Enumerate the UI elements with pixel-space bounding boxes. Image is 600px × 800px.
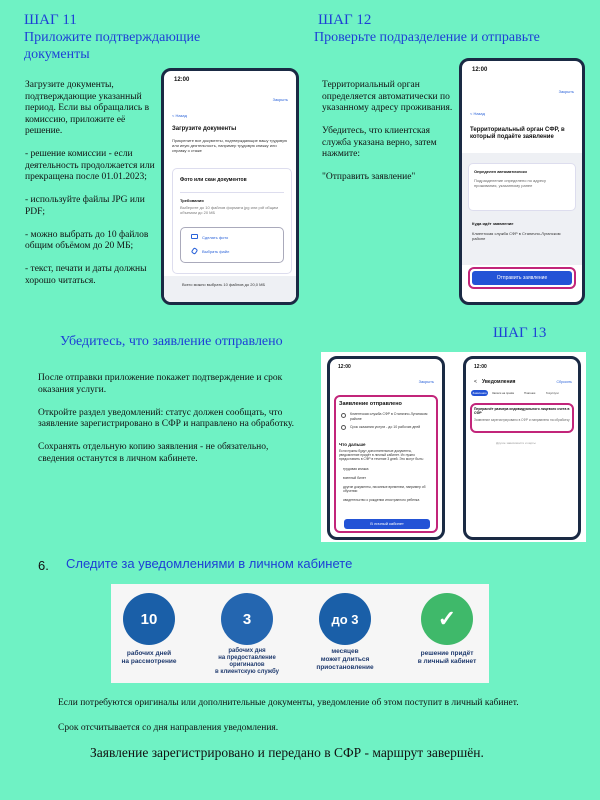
take-photo-button[interactable]: Сделать фото <box>202 235 229 240</box>
tab-applications[interactable]: Заявления <box>472 391 487 395</box>
office-text: Клиентская служба СФР в Станично-Луганском районе <box>350 412 428 421</box>
cabinet-button[interactable]: В личный кабинет <box>344 519 430 529</box>
notifications-phone <box>463 356 581 540</box>
list-item: трудовая книжка <box>343 467 369 471</box>
status-time: 12:00 <box>338 364 351 370</box>
step11-phone <box>161 68 299 305</box>
list-item: другие документы, писанные временем, например об обучении <box>343 485 426 494</box>
step11-subtitle: Приложите подтверждающие документы <box>24 30 201 62</box>
timeline-panel <box>111 584 489 683</box>
deadline-text: Срок оказания услуги - до 10 рабочих дней <box>350 425 421 429</box>
upload-card-title: Фото или скан документов <box>180 177 247 183</box>
step11-body: Загрузите документы, подтверждающие указанный период. Если вы обращались в комиссию, приложите её решение. - решение комиссии - если деятельность продолжается или прекращена после 01.01.2023; - используйте файлы JPG или PDF; - можно выбрать до 10 файлов общим объёмом до 20 МБ; - текст, печати и даты должны хорошо читаться. <box>25 80 155 286</box>
circle-originals-days: 3 <box>221 593 273 645</box>
req-text: Выберите до 10 файлов формата jpg или pdf общим объемом до 20 МБ <box>180 205 278 215</box>
location-icon <box>341 413 346 418</box>
back-link[interactable]: < Назад <box>470 111 485 116</box>
route-complete-footer: Заявление зарегистрировано и передано в СФР - маршрут завершён. <box>90 745 484 760</box>
step6-title: Следите за уведомлениями в личном кабинете <box>66 556 353 571</box>
step12-subtitle: Проверьте подразделение и отправьте <box>314 30 540 45</box>
status-time: 12:00 <box>474 364 487 370</box>
step6-number: 6. <box>38 558 49 573</box>
notification-title[interactable]: Перерасчёт размера индивидуального лицевого счета в СФР <box>474 407 570 416</box>
back-link[interactable]: < Назад <box>172 113 187 118</box>
caption-originals: рабочих дня на предоставление оригиналов в клиентскую службу <box>215 648 279 675</box>
camera-icon <box>191 234 198 239</box>
notifications-title: Уведомления <box>482 379 516 385</box>
tab-appointments[interactable]: Записи на приём <box>492 391 515 395</box>
caption-review: рабочих дней на рассмотрение <box>121 650 177 665</box>
divider <box>180 192 284 193</box>
upload-options <box>180 227 284 263</box>
caption-decision: решение придёт в личный кабинет <box>417 650 477 665</box>
office-heading: Территориальный орган СФР, в который подаёте заявление <box>470 127 565 140</box>
list-item: военный билет <box>343 476 367 480</box>
step11-title: ШАГ 11 <box>24 12 77 28</box>
where-text: Клиентская служба СФР в Станично-Луганском районе <box>472 231 561 241</box>
step13-title: ШАГ 13 <box>493 325 547 341</box>
tab-gosuslugi[interactable]: Госуслуги <box>546 391 559 395</box>
tab-payments[interactable]: Платежи <box>524 391 536 395</box>
next-text: Если нужны будут дополнительные документы, уведомление придёт в личный кабинет. Их нужно предоставить в СФР в течение 3 дней. Это могут быть: <box>339 449 424 462</box>
close-link[interactable]: Закрыть <box>558 89 574 94</box>
circle-review-days: 10 <box>123 593 175 645</box>
check-icon: ✓ <box>421 593 473 645</box>
status-time: 12:00 <box>472 67 488 73</box>
send-application-button[interactable]: Отправить заявление <box>472 271 572 285</box>
next-title: Что дальше <box>339 442 366 447</box>
caption-suspension: месяцев может длиться приостановление <box>316 648 374 671</box>
auto-label: Определен автоматически <box>474 169 527 174</box>
req-label: Требования <box>180 198 204 203</box>
notification-text: Заявление зарегистрировано в СФР и направлено на обработку <box>474 418 570 422</box>
where-label: Куда идёт заявление <box>472 221 514 226</box>
step13-subtitle: Убедитесь, что заявление отправлено <box>60 334 283 349</box>
upload-heading: Загрузите документы <box>172 126 237 132</box>
choose-file-button[interactable]: Выбрать файл <box>202 249 230 254</box>
step12-phone <box>459 58 585 305</box>
circle-suspension-months: до 3 <box>319 593 371 645</box>
step12-title: ШАГ 12 <box>318 12 372 28</box>
clock-icon <box>341 425 346 430</box>
upload-desc: Прикрепите все документы, подтверждающие вашу трудовую или иную деятельность, например трудовую книжку или справку о стаже <box>172 138 288 153</box>
list-item: свидетельство о рождении иностранного ребенка <box>343 498 420 502</box>
footer-bar <box>164 276 296 302</box>
back-icon[interactable]: < <box>474 379 477 385</box>
step13-body: После отправки приложение покажет подтверждение и срок оказания услуги. Откройте раздел уведомлений: статус должен сообщать, что заявление зарегистрировано в СФР и направлено на обработку. Сохранять отдельную копию заявления - не обязательно, сведения останутся в личном кабинете. <box>38 373 294 464</box>
close-link[interactable]: Закрыть <box>418 379 434 384</box>
close-link[interactable]: Закрыть <box>272 97 288 102</box>
status-time: 12:00 <box>174 77 190 83</box>
step12-body: Территориальный орган определяется автоматически по указанному адресу проживания. Убедитесь, что клиентская служба указана верно, затем нажмите: "Отправить заявление" <box>322 80 453 182</box>
auto-text: Подразделение определено по адресу проживания, указанному ранее <box>474 178 547 188</box>
step13-screens <box>321 352 586 542</box>
reset-link[interactable]: Сбросить <box>556 380 572 384</box>
more-link[interactable]: Другие зависимости и карты <box>496 441 536 445</box>
note-originals: Если потребуются оригиналы или дополнительные документы, уведомление об этом поступит в личный кабинет. <box>58 698 519 708</box>
sent-heading: Заявление отправлено <box>339 401 402 407</box>
note-deadline: Срок отсчитывается со дня направления уведомления. <box>58 723 279 733</box>
confirmation-phone <box>327 356 445 540</box>
upload-footer: Всего можно выбрать 10 файлов до 20,0 МБ <box>182 282 266 287</box>
